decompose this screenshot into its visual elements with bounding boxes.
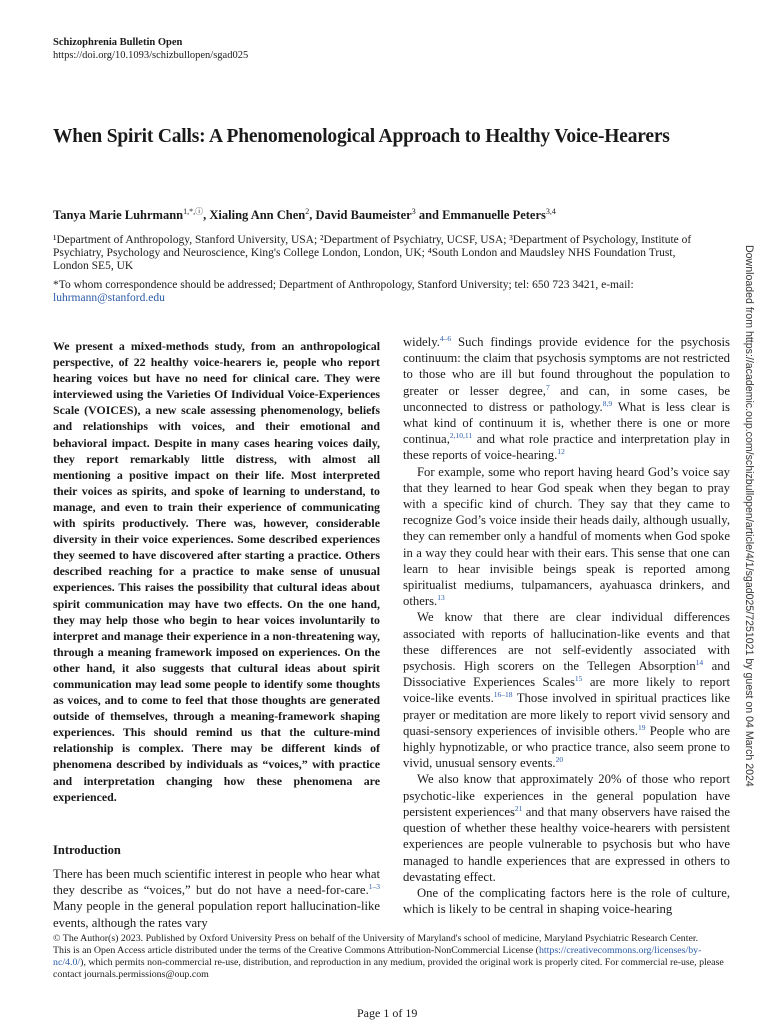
- citation-link[interactable]: 15: [574, 674, 583, 684]
- author-separator: ,: [203, 208, 210, 222]
- license-link[interactable]: https://creativecommons.org/licenses/by-nc/4.0/: [53, 945, 702, 968]
- license-text-after: ), which permits non-commercial re-use, distribution, and reproduction in any medium, provided the original work is properly cited. For commercial re-use, please contact journals.permissions@oup.com: [53, 957, 724, 980]
- right-column: [403, 334, 730, 917]
- author-name: Emmanuelle Peters: [442, 208, 546, 222]
- author-list: [53, 208, 733, 223]
- citation-link[interactable]: 21: [514, 803, 523, 813]
- body-text: We know that there are clear individual differences associated with reports of hallucination-like events and that these differences are not self-evidently associated with psychosis. High scorers on the Tellegen Absorption: [403, 610, 730, 674]
- body-paragraph: [403, 885, 730, 917]
- journal-name: Schizophrenia Bulletin Open: [53, 37, 183, 48]
- body-text: There has been much scientific interest in people who hear what they describe as “voices,” but do not have a need-for-care.: [53, 867, 380, 898]
- journal-header: [53, 36, 248, 62]
- citation-link[interactable]: 16–18: [493, 690, 513, 700]
- author-affil-marker: 3,4: [545, 207, 556, 216]
- journal-doi[interactable]: https://doi.org/10.1093/schizbullopen/sgad025: [53, 50, 249, 61]
- body-text: One of the complicating factors here is the role of culture, which is likely to be central in shaping voice-hearing: [403, 885, 730, 917]
- body-text: Such findings provide evidence for the psychosis continuum: the claim that psychosis symptoms are not restricted to those who are ill but found throughout the population to greater or lesser degree,: [403, 335, 730, 398]
- download-watermark-text: Downloaded from https://academic.oup.com/schizbullopen/article/4/1/sgad025/7251021 by guest on 04 March 2024: [743, 245, 755, 787]
- page-number: Page 1 of 19: [357, 1006, 418, 1020]
- copyright-notice: © The Author(s) 2023. Published by Oxford University Press on behalf of the University of Maryland's school of medicine, Maryland Psychiatric Research Center.: [53, 933, 699, 944]
- author-affil-marker: 2: [305, 207, 310, 216]
- body-text: and Dissociative Experiences Scales: [403, 659, 730, 690]
- introduction-heading: Introduction: [53, 843, 121, 857]
- author-separator: ,: [309, 208, 316, 222]
- author-affil-marker: 1,*,ⓘ: [183, 207, 204, 216]
- author-name: Tanya Marie Luhrmann: [53, 208, 184, 222]
- author-separator: and: [415, 208, 443, 222]
- download-watermark: [742, 245, 756, 805]
- body-text: What is less clear is what kind of continuum it is, whether there is one or more continua,: [403, 399, 730, 447]
- correspondence-text: *To whom correspondence should be addressed; Department of Anthropology, Stanford University; tel: 650 723 3421, e-mail:: [53, 279, 634, 291]
- body-text: and what role practice and interpretation play in these reports of voice-hearing.: [403, 432, 730, 463]
- body-text: Many people in the general population report hallucination-like events, although the rates vary: [53, 899, 380, 930]
- body-text: widely.: [403, 335, 440, 349]
- body-text: We also know that approximately 20% of those who report psychotic-like experiences in the general population have persistent experiences: [403, 772, 730, 819]
- body-text: For example, some who report having heard God’s voice say that they learned to hear God speak when they began to pray with a specific kind of church. They say that they came to recognize God’s voice inside their heads daily, although usually, they can remember only a handful of moments when God spoke in a way they could hear with their ears. This sense that one can learn to hear invisible beings speak is reported among spiritualist mediums, tulpamancers, ayahuasca drinkers, and others.: [403, 464, 730, 609]
- citation-link[interactable]: 13: [437, 593, 445, 603]
- body-paragraph: [403, 464, 730, 610]
- body-paragraph: [403, 609, 730, 771]
- body-text: are more likely to report voice-like events.: [403, 675, 730, 706]
- license-text-before: This is an Open Access article distributed under the terms of the Creative Commons Attribution-NonCommercial License (: [53, 945, 539, 956]
- author-affil-marker: 3: [411, 207, 416, 216]
- article-title: When Spirit Calls: A Phenomenological Approach to Healthy Voice-Hearers: [53, 126, 670, 147]
- citation-link[interactable]: 7: [545, 382, 550, 392]
- citation-link[interactable]: 19: [637, 722, 646, 732]
- citation-link[interactable]: 8,9: [602, 398, 613, 408]
- citation-link[interactable]: 4–6: [439, 334, 452, 343]
- introduction-paragraph: [53, 866, 380, 931]
- body-text: and can, in some cases, be unconnected to distress or pathology.: [403, 383, 730, 414]
- citation-link[interactable]: 14: [695, 658, 704, 668]
- author-name: Xialing Ann Chen: [209, 208, 306, 222]
- correspondence-email-link[interactable]: luhrmann@stanford.edu: [53, 292, 165, 304]
- affiliations: ¹Department of Anthropology, Stanford University, USA; ²Department of Psychiatry, UCSF, USA; ³Department of Psychology, Institute of Psychiatry, Psychology and Neuroscience, King's College London, London, UK; ⁴South London and Maudsley NHS Foundation Trust, London SE5, UK: [53, 234, 692, 272]
- citation-link[interactable]: 12: [557, 447, 565, 457]
- citation-link[interactable]: 2,10,11: [449, 431, 473, 441]
- body-paragraph: [403, 771, 730, 884]
- abstract: We present a mixed-methods study, from an anthropological perspective, of 22 healthy voice-hearers ie, people who report hearing voices but have no need for clinical care. They were interviewed using the Varieties Of Individual Voice-Experiences Scale (VOICES), a new scale assessing phenomenology, beliefs and relationships with voices, and their emotional and behavioral impact. Despite in many cases hearing voices daily, they report remarkably little distress, with almost all mentioning a positive impact on their life. Most interpreted their voices as spirits, and spoke of learning to understand, to manage, and even to train their experience of communicating with spirits productively. There was, however, considerable diversity in their voice experiences. Some described experiences they seemed to have discovered after starting a practice. Others described reaching for a practice to make sense of unusual experiences. This raises the possibility that cultural ideas about spirit communication may have two effects. On the one hand, they may help those who begin to hear voices involuntarily to interpret and manage their experience in a non-threatening way, through a meaning framework imposed on experiences. On the other hand, it also suggests that cultural ideas about spirit communication may lead some people to identify some thoughts as voices, and to come to feel that those thoughts are generated outside of themselves, through a meaning-framework shaping experiences. This should remind us that the culture-mind relationship is complex. There may be different kinds of phenomena described by individuals as “voices,” with practice and interpretation changing how these phenomena are experienced.: [53, 339, 380, 804]
- body-text: and that many observers have raised the question of whether these healthy voice-hearers with persistent experiences are people vulnerable to psychosis but who have managed to handle experiences that are expressed in others to devastating effect.: [403, 804, 730, 884]
- body-text: People who are highly hypnotizable, or who practice trance, also seem prone to vivid, unusual sensory events.: [403, 723, 730, 771]
- body-paragraph: [403, 334, 730, 464]
- footer-license: [53, 933, 733, 981]
- correspondence: [53, 279, 713, 305]
- license-notice: [53, 945, 733, 981]
- body-text: Those involved in spiritual practices like prayer or meditation are more likely to report vivid sensory and quasi-sensory experiences of invisible others.: [403, 691, 731, 738]
- citation-link[interactable]: 1–3: [368, 882, 380, 892]
- citation-link[interactable]: 20: [555, 755, 564, 765]
- author-name: David Baumeister: [315, 208, 412, 222]
